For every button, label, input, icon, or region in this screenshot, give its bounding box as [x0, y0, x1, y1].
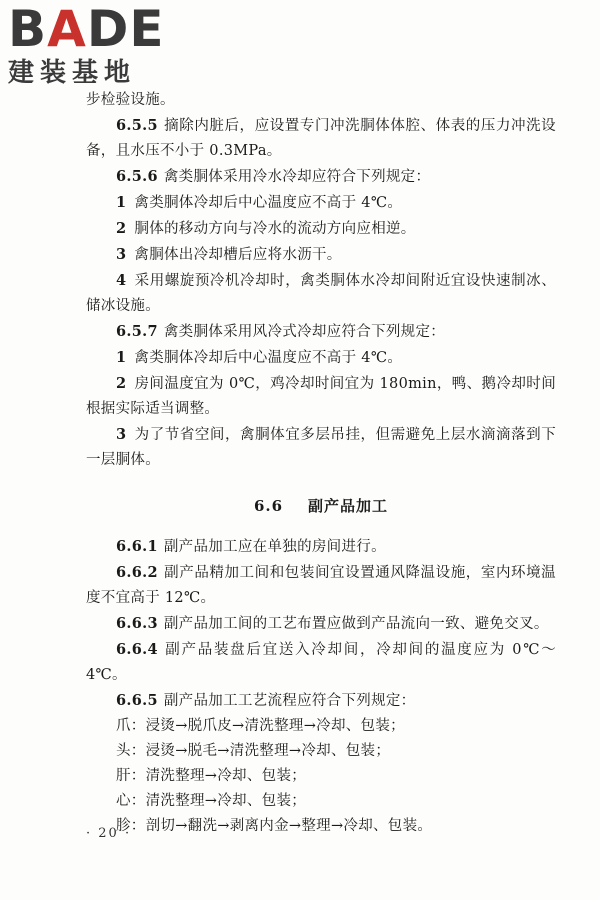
logo — [8, 0, 178, 94]
clause-number: 6.5.7 — [116, 323, 158, 340]
list-item — [86, 345, 556, 371]
page-number: · 20 · — [86, 826, 132, 841]
flow-line: 头：浸烫→脱毛→清洗整理→冷却、包装； — [116, 743, 391, 759]
item-text: 为了节省空间，禽胴体宜多层吊挂，但需避免上层水滴滴落到下一层胴体。 — [86, 427, 556, 468]
logo-subtitle: 建装基地 — [8, 58, 137, 88]
section-number: 6.6 — [253, 497, 284, 515]
clause-number: 6.6.5 — [116, 692, 158, 709]
clause-6-5-7 — [86, 319, 556, 345]
clause-text: 副产品装盘后宜送入冷却间，冷却间的温度应为 0℃～4℃。 — [86, 642, 556, 683]
flow-line: 爪：浸烫→脱爪皮→清洗整理→冷却、包装； — [116, 718, 405, 734]
item-number: 3 — [116, 426, 127, 443]
list-item — [86, 242, 556, 268]
list-item — [86, 190, 556, 216]
item-text: 禽胴体出冷却槽后应将水沥干。 — [134, 247, 342, 263]
clause-text: 禽类胴体采用风冷式冷却应符合下列规定： — [163, 324, 446, 340]
flow-line: 心：清洗整理→冷却、包装； — [116, 793, 307, 809]
clause-6-6-1 — [86, 534, 556, 560]
item-text: 禽类胴体冷却后中心温度应不高于 4℃。 — [134, 350, 403, 366]
clause-text: 摘除内脏后，应设置专门冲洗胴体体腔、体表的压力冲洗设备，且水压不小于 0.3MPa。 — [86, 118, 556, 159]
clause-6-6-4 — [86, 637, 556, 688]
clause-number: 6.6.3 — [116, 615, 158, 632]
section-heading — [86, 495, 556, 516]
list-item — [86, 268, 556, 319]
section-title: 副产品加工 — [307, 497, 388, 515]
item-number: 2 — [116, 375, 127, 392]
flow-line: 胗：剖切→翻洗→剥离内金→整理→冷却、包装。 — [116, 818, 433, 834]
list-item — [86, 422, 556, 473]
item-number: 1 — [116, 349, 127, 366]
clause-6-6-3 — [86, 611, 556, 637]
clause-6-5-5 — [86, 113, 556, 164]
item-number: 3 — [116, 246, 127, 263]
item-text: 房间温度宜为 0℃，鸡冷却时间宜为 180min，鸭、鹅冷却时间根据实际适当调整。 — [86, 376, 556, 417]
clause-6-5-6 — [86, 164, 556, 190]
flow-line: 肝：清洗整理→冷却、包装； — [116, 768, 307, 784]
clause-number: 6.5.5 — [116, 117, 158, 134]
item-number: 4 — [116, 272, 127, 289]
list-item — [86, 371, 556, 422]
clause-text: 副产品加工间的工艺布置应做到产品流向一致、避免交叉。 — [163, 616, 549, 632]
item-text: 采用螺旋预冷机冷却时，禽类胴体水冷却间附近宜设快速制冰、储冰设施。 — [86, 273, 556, 314]
clause-number: 6.6.2 — [116, 564, 158, 581]
item-number: 2 — [116, 220, 127, 237]
clause-6-6-5 — [86, 688, 556, 714]
continued-fragment: 步检验设施。 — [86, 92, 175, 108]
logo-brand: BADE — [8, 0, 165, 58]
list-item — [86, 216, 556, 242]
clause-number: 6.6.4 — [116, 641, 158, 658]
clause-text: 副产品加工工艺流程应符合下列规定： — [163, 693, 416, 709]
clause-6-6-2 — [86, 560, 556, 611]
item-number: 1 — [116, 194, 127, 211]
clause-text: 禽类胴体采用冷水冷却应符合下列规定： — [163, 169, 431, 185]
clause-number: 6.6.1 — [116, 538, 158, 555]
clause-text: 副产品精加工间和包装间宜设置通风降温设施，室内环境温度不宜高于 12℃。 — [86, 565, 556, 606]
document-body — [86, 88, 556, 839]
clause-number: 6.5.6 — [116, 168, 158, 185]
clause-text: 副产品加工应在单独的房间进行。 — [163, 539, 386, 555]
item-text: 禽类胴体冷却后中心温度应不高于 4℃。 — [134, 195, 403, 211]
item-text: 胴体的移动方向与冷水的流动方向应相逆。 — [134, 221, 416, 237]
